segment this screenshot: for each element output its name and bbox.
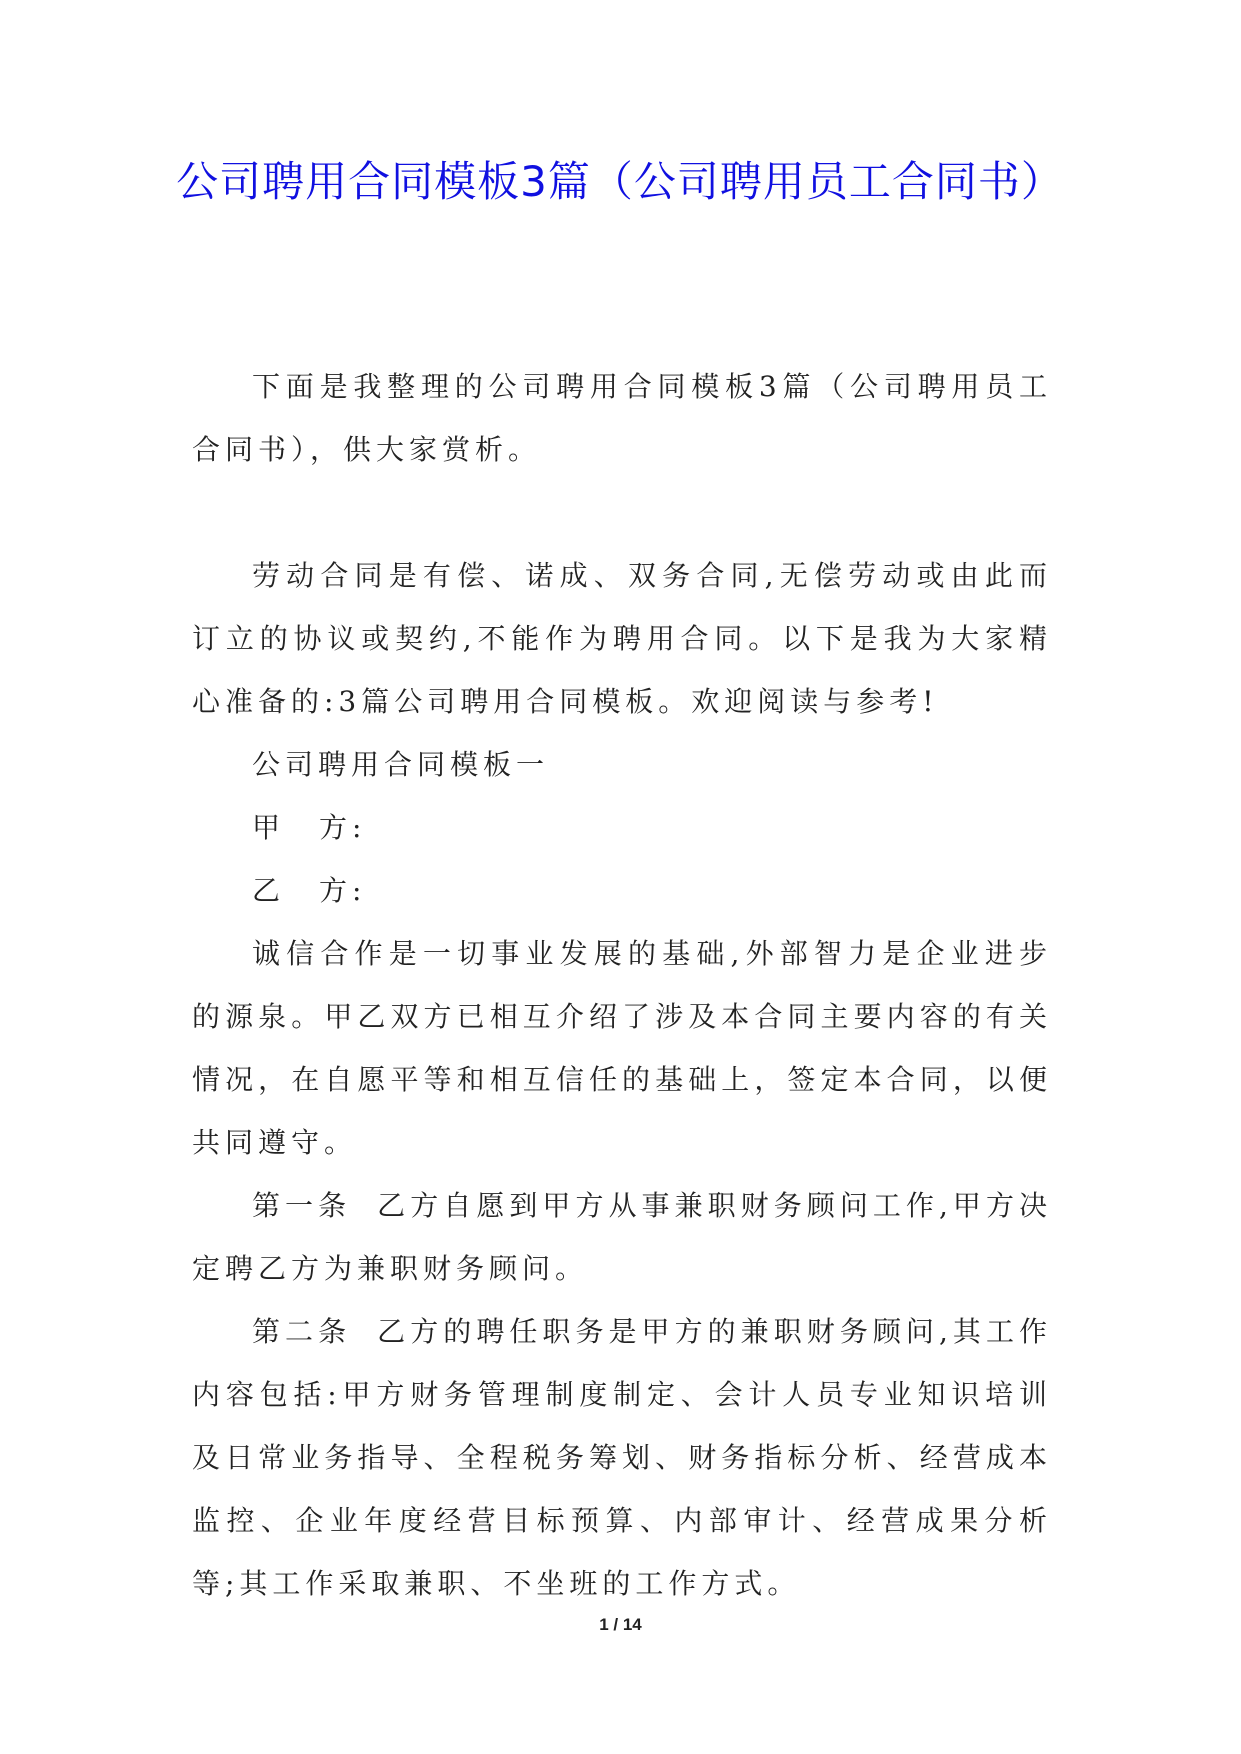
party-b-line [192,859,1052,922]
intro-paragraph: 下面是我整理的公司聘用合同模板3篇（公司聘用员工合同书），供大家赏析。 [192,370,1052,466]
article-1-text: 乙方自愿到甲方从事兼职财务顾问工作,甲方决定聘乙方为兼职财务顾问。 [192,1189,1052,1285]
party-a-label: 甲 [252,811,286,844]
preamble-paragraph: 诚信合作是一切事业发展的基础,外部智力是企业进步的源泉。甲乙双方已相互介绍了涉及本合同主要内容的有关情况，在自愿平等和相互信任的基础上，签定本合同，以便共同遵守。 [192,937,1052,1159]
article-1-paragraph [192,1174,1052,1300]
party-a-suffix: 方: [319,811,367,844]
document-body [192,355,1052,1615]
article-2-label: 第二条 [252,1315,352,1348]
article-2-text: 乙方的聘任职务是甲方的兼职财务顾问,其工作内容包括:甲方财务管理制度制定、会计人员专业知识培训及日常业务指导、全程税务筹划、财务指标分析、经营成本监控、企业年度经营目标预算、内部审计、经营成果分析等;其工作采取兼职、不坐班的工作方式。 [192,1315,1052,1600]
party-a-line [192,796,1052,859]
page-number: 1 / 14 [599,1615,642,1634]
template-heading: 公司聘用合同模板一 [252,748,550,781]
preface-paragraph: 劳动合同是有偿、诺成、双务合同,无偿劳动或由此而订立的协议或契约,不能作为聘用合同。以下是我为大家精心准备的:3篇公司聘用合同模板。欢迎阅读与参考! [192,559,1052,718]
party-b-suffix: 方: [319,874,367,907]
article-1-label: 第一条 [252,1189,352,1222]
article-2-paragraph [192,1300,1052,1615]
party-b-label: 乙 [252,874,286,907]
document-title: 公司聘用合同模板3篇（公司聘用员工合同书） [176,157,1064,206]
